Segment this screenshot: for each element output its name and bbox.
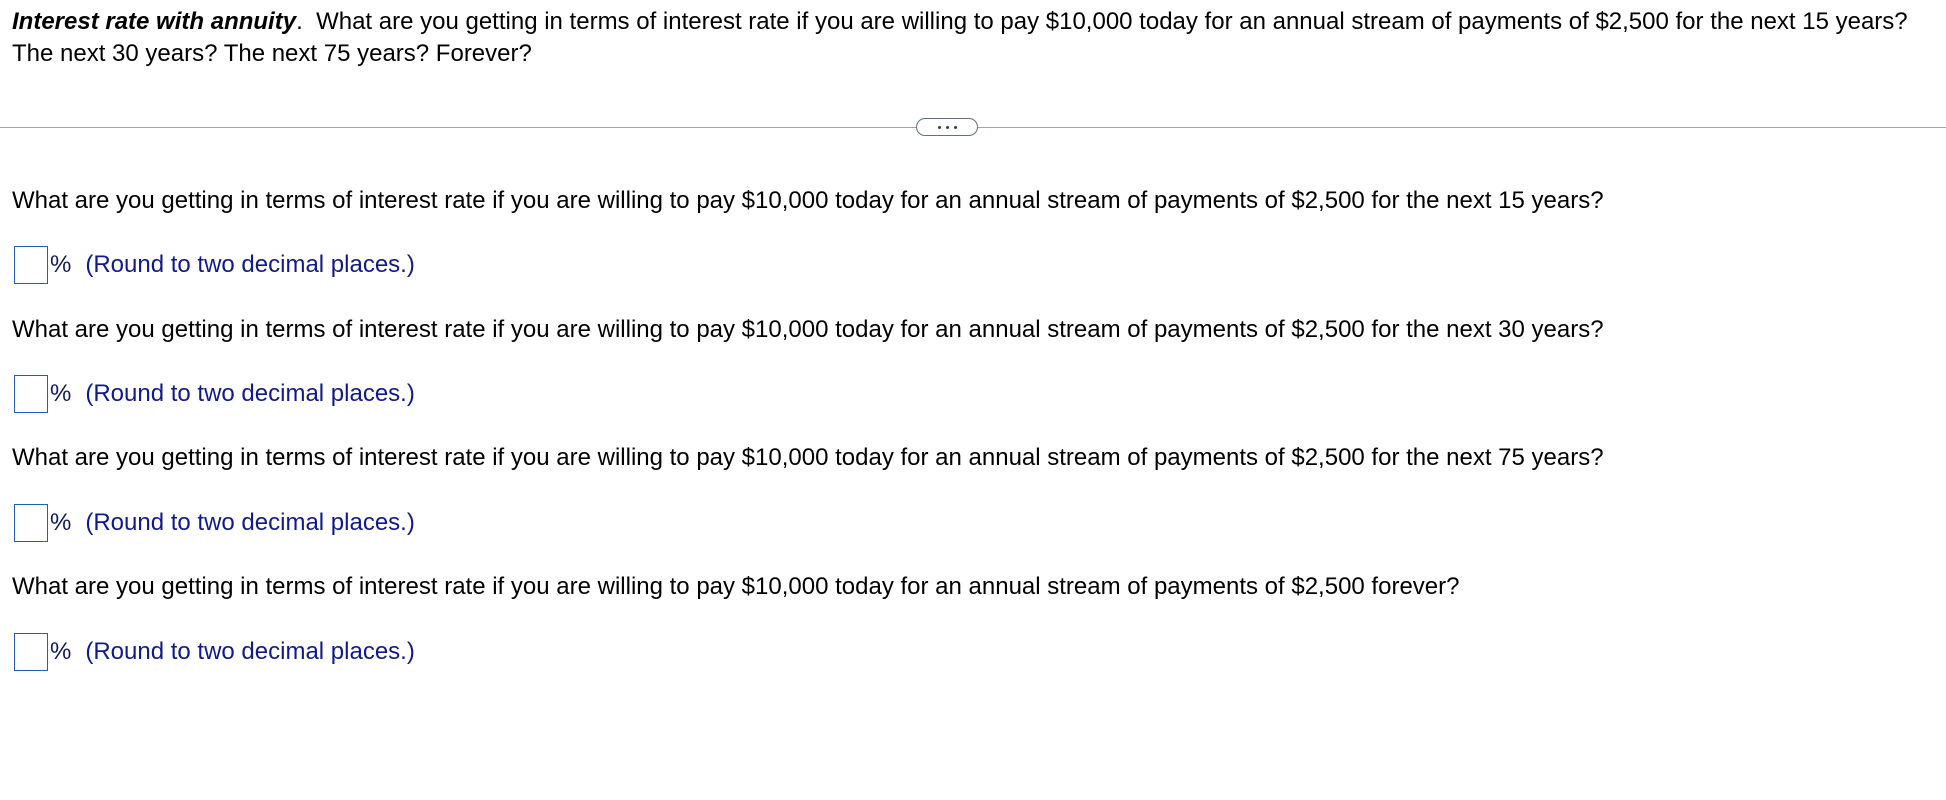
percent-unit-3: % — [50, 509, 72, 536]
rounding-hint-3: (Round to two decimal places.) — [85, 509, 415, 536]
rounding-hint-4: (Round to two decimal places.) — [85, 638, 415, 665]
answer-input-1[interactable] — [14, 246, 48, 284]
answer-row-2 — [14, 375, 415, 413]
question-1-text: What are you getting in terms of interest rate if you are willing to pay $10,000 today for an annual stream of payments of $2,500 for the next 15 years? — [12, 187, 1604, 214]
expand-more-button[interactable] — [916, 118, 978, 136]
answer-row-4 — [14, 633, 415, 671]
rounding-hint-2: (Round to two decimal places.) — [85, 380, 415, 407]
problem-title-period: . — [296, 8, 303, 35]
rounding-hint-1: (Round to two decimal places.) — [85, 251, 415, 278]
answer-input-4[interactable] — [14, 633, 48, 671]
problem-statement: What are you getting in terms of interest rate if you are willing to pay $10,000 today for an annual stream of payments of $2,500 for the next 15 years? The next 30 years? The next 75 years? Forever? — [12, 8, 1908, 67]
answer-row-3 — [14, 504, 415, 542]
percent-unit-1: % — [50, 251, 72, 278]
question-4-text: What are you getting in terms of interest rate if you are willing to pay $10,000 today for an annual stream of payments of $2,500 forever? — [12, 573, 1460, 600]
problem-title: Interest rate with annuity — [12, 8, 297, 35]
answer-input-2[interactable] — [14, 375, 48, 413]
percent-unit-4: % — [50, 638, 72, 665]
percent-unit-2: % — [50, 380, 72, 407]
answer-input-3[interactable] — [14, 504, 48, 542]
question-2-text: What are you getting in terms of interest rate if you are willing to pay $10,000 today for an annual stream of payments of $2,500 for the next 30 years? — [12, 316, 1604, 343]
problem-intro — [12, 6, 1922, 70]
answer-row-1 — [14, 246, 415, 284]
ellipsis-icon — [938, 126, 957, 129]
question-3-text: What are you getting in terms of interest rate if you are willing to pay $10,000 today for an annual stream of payments of $2,500 for the next 75 years? — [12, 444, 1604, 471]
